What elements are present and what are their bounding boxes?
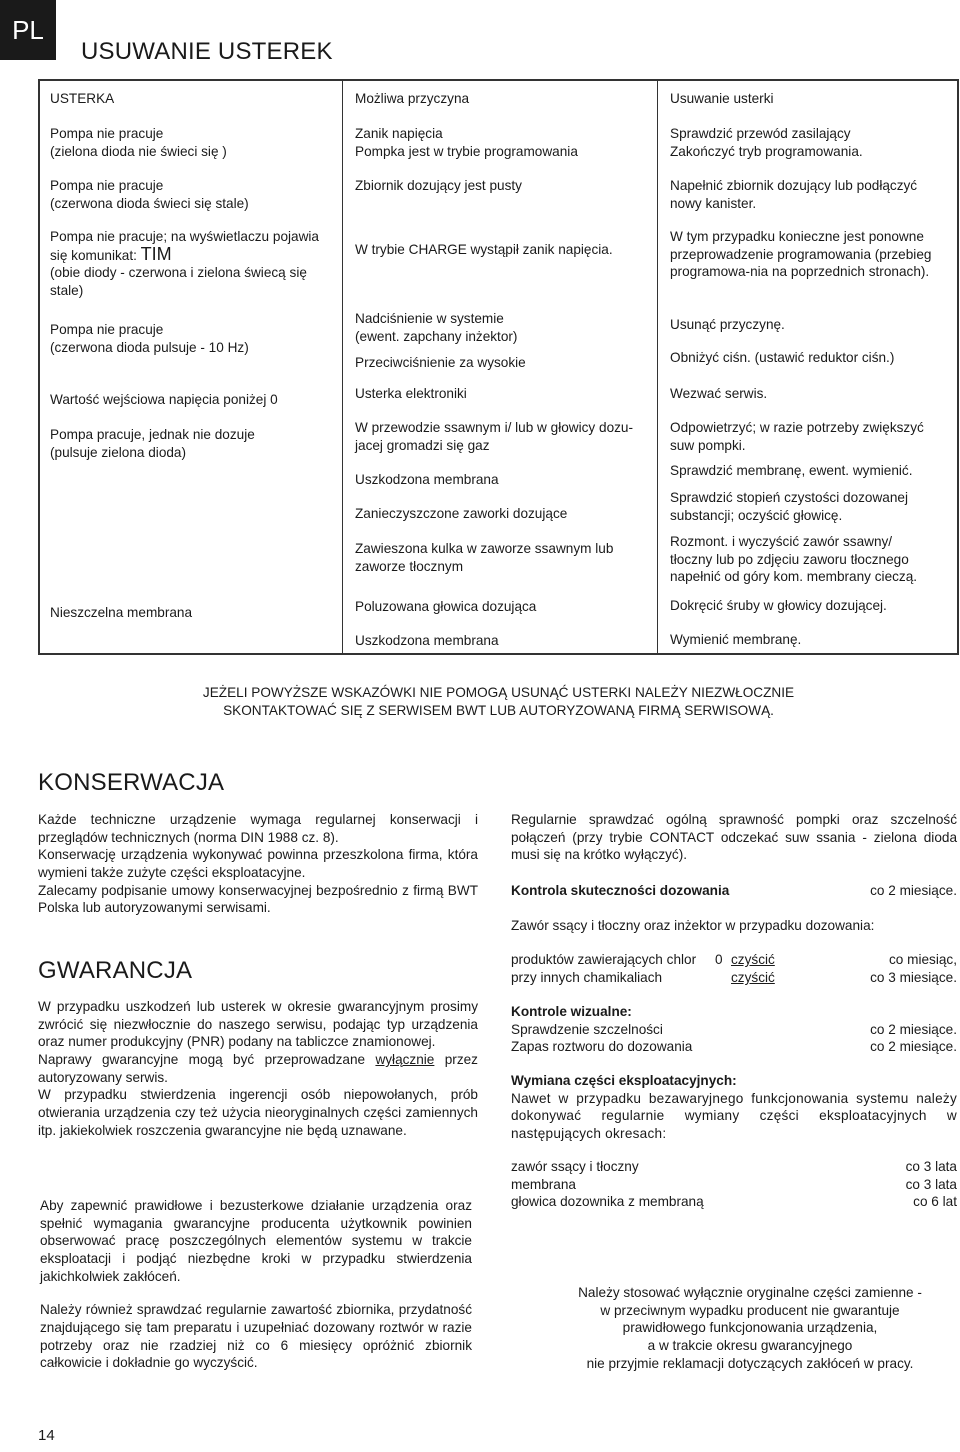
- fault-3: Pompa nie pracuje; na wyświetlaczu pojawia się komunikat: TIM (obie diody - czerwona i zielona świecą się stale): [50, 229, 319, 299]
- visual-checks: Kontrole wizualne: Sprawdzenie szczelności co 2 miesiące. Zapas roztworu do dozowania co 2 miesiące.: [511, 1004, 957, 1055]
- note-paragraph-2: Należy również sprawdzać regularnie zawartość zbiornika, przydatność znajdującego się tam preparatu i uzupełniać dozowany roztwór w razie potrzeby oraz nie rzadziej niż co 6 miesięcy opróżnić zbiornik całkowicie i dokładnie go wyczyścić.: [40, 1302, 472, 1371]
- maintenance-intro: Regularnie sprawdzać ogólną sprawność pompki oraz szczelność połączeń (przy trybie CONTACT odczekać suw ssania - zielona dioda musi się na krótko wyłączyć).: [511, 812, 957, 863]
- wear-part-row: głowica dozownika z membraną co 6 lat: [511, 1194, 957, 1210]
- cause-5: Przeciwciśnienie za wysokie: [355, 355, 526, 370]
- remedy-6: Wezwać serwis.: [670, 386, 768, 401]
- fault-7: Nieszczelna membrana: [50, 605, 193, 620]
- maintenance-text: Każde techniczne urządzenie wymaga regularnej konserwacji i przeglądów technicznych (norma DIN 1988 cz. 8). Konserwację urządzenia wykonywać powinna przeszkolona firma, która wymieni także zużyte części eksploatacyjne. Zalecamy podpisanie umowy konserwacyjnej bezpośrednio z firmą BWT Polska lub autoryzowanymi serwisami.: [38, 812, 478, 916]
- valve-row: przy innych chamikaliach czyścić co 3 miesiące.: [511, 970, 957, 985]
- cause-8: Uszkodzona membrana: [355, 472, 499, 487]
- remedy-5: Obniżyć ciśn. (ustawić reduktor ciśn.): [670, 350, 895, 365]
- column-divider: [342, 81, 343, 653]
- warranty-title: GWARANCJA: [38, 957, 193, 984]
- cause-1: Zanik napięcia Pompka jest w trybie programowania: [355, 126, 578, 159]
- remedy-8: Sprawdzić membranę, ewent. wymienić.: [670, 463, 913, 478]
- cause-12: Uszkodzona membrana: [355, 633, 499, 648]
- cause-9: Zanieczyszczone zaworki dozujące: [355, 506, 568, 521]
- cause-11: Poluzowana głowica dozująca: [355, 599, 537, 614]
- fault-1: Pompa nie pracuje (zielona dioda nie świeci się ): [50, 126, 227, 159]
- visual-check-row: Sprawdzenie szczelności co 2 miesiące.: [511, 1021, 957, 1037]
- remedy-3: W tym przypadku konieczne jest ponowne przeprowadzenie programowania (przebieg programowa-nia na poprzednich stronach).: [670, 229, 932, 280]
- remedy-11: Dokręcić śruby w głowicy dozującej.: [670, 598, 887, 613]
- fault-4: Pompa nie pracuje (czerwona dioda pulsuje - 10 Hz): [50, 322, 249, 355]
- wear-part-row: membrana co 3 lata: [511, 1176, 957, 1192]
- language-badge: PL: [0, 0, 56, 60]
- remedy-4: Usunąć przyczynę.: [670, 317, 785, 332]
- page-number: 14: [38, 1427, 55, 1444]
- note-paragraph-1: Aby zapewnić prawidłowe i bezusterkowe działanie urządzenia oraz spełnić wymagania gwarancyjne producenta użytkownik powinien obserwować pracę poszczególnych elementów systemu w trakcie eksploatacji i podjąć niezbędne kroki w przypadku stwierdzenia jakichkolwiek zakłóceń.: [40, 1198, 472, 1284]
- cause-4: Nadciśnienie w systemie (ewent. zapchany inżektor): [355, 311, 518, 344]
- column-header-fault: USTERKA: [50, 91, 115, 106]
- column-divider: [657, 81, 658, 653]
- user-responsibility-note: [28, 1187, 479, 1387]
- remedy-2: Napełnić zbiornik dozujący lub podłączyć nowy kanister.: [670, 178, 918, 211]
- remedy-1: Sprawdzić przewód zasilający Zakończyć tryb programowania.: [670, 126, 863, 159]
- cause-2: Zbiornik dozujący jest pusty: [355, 178, 522, 193]
- warranty-text: W przypadku uszkodzeń lub usterek w okresie gwarancyjnym prosimy zwrócić się niezwłocznie do naszego serwisu, podając typ urządzenia oraz numer produkcyjny (PNR) podany na tabliczce znamionowej. Naprawy gwarancyjne mogą być przeprowadzane wyłącznie przez autoryzowany serwis. W przypadku stwierdzenia ingerencji osób niepowołanych, prób otwierania urządzenia czy też użycia nieoryginalnych części zamiennych itp. jakiekolwiek roszczenia gwarancyjne nie będą uznawane.: [38, 999, 478, 1138]
- visual-check-row: Zapas roztworu do dozowania co 2 miesiące.: [511, 1039, 957, 1055]
- cause-10: Zawieszona kulka w zaworze ssawnym lub zaworze tłocznym: [355, 541, 614, 574]
- wear-part-row: zawór ssący i tłoczny co 3 lata: [511, 1159, 957, 1174]
- original-parts-note: Należy stosować wyłącznie oryginalne części zamienne - w przeciwnym wypadku producent nie gwarantuje prawidłowego funkcjonowania urządzenia, a w trakcie okresu gwarancyjnego nie przyjmie reklamacji dotyczących zakłóceń w pracy.: [578, 1285, 922, 1371]
- fault-5: Wartość wejściowa napięcia poniżej 0: [50, 392, 278, 407]
- fault-2: Pompa nie pracuje (czerwona dioda świeci się stale): [50, 178, 249, 211]
- cause-3: W trybie CHARGE wystąpił zanik napięcia.: [355, 242, 613, 257]
- cause-7: W przewodzie ssawnym i/ lub w głowicy dozu- jacej gromadzi się gaz: [355, 420, 634, 453]
- column-header-remedy: Usuwanie usterki: [670, 91, 774, 106]
- remedy-10: Rozmont. i wyczyścić zawór ssawny/ tłoczny lub po zdjęciu zaworu tłocznego napełnić od góry kom. membrany cieczą.: [670, 534, 918, 585]
- remedy-7: Odpowietrzyć; w razie potrzeby zwiększyć suw pompki.: [670, 420, 924, 453]
- column-header-cause: Możliwa przyczyna: [355, 91, 470, 106]
- fault-6: Pompa pracuje, jednak nie dozuje (pulsuje zielona dioda): [50, 427, 255, 460]
- dosing-check-row: Kontrola skuteczności dozowania co 2 miesiące.: [511, 883, 957, 898]
- wear-parts: Wymiana części eksploatacyjnych: Nawet w przypadku bezawaryjnego funkcjonowania systemu należy dokonywać regularnie wymiany części eksploatacyjnych w następujących okresach:: [511, 1073, 957, 1142]
- valve-row: produktów zawierających chlor 0 czyścić co miesiąc,: [511, 952, 957, 967]
- service-notice: JEŻELI POWYŻSZE WSKAZÓWKI NIE POMOGĄ USUNĄĆ USTERKI NALEŻY NIEZWŁOCZNIE SKONTAKTOWAĆ SIĘ Z SERWISEM BWT LUB AUTORYZOWANĄ FIRMĄ SERWISOWĄ.: [202, 685, 795, 718]
- valves-intro: Zawór ssący i tłoczny oraz inżektor w przypadku dozowania:: [511, 918, 875, 933]
- wear-parts-schedule: [511, 1158, 957, 1211]
- remedy-12: Wymienić membranę.: [670, 632, 802, 647]
- maintenance-title: KONSERWACJA: [38, 769, 225, 796]
- cause-6: Usterka elektroniki: [355, 386, 467, 401]
- remedy-9: Sprawdzić stopień czystości dozowanej substancji; oczyścić głowicę.: [670, 490, 909, 523]
- troubleshooting-title: USUWANIE USTEREK: [81, 38, 333, 65]
- valves-schedule: [511, 951, 957, 987]
- troubleshooting-table: [38, 79, 959, 655]
